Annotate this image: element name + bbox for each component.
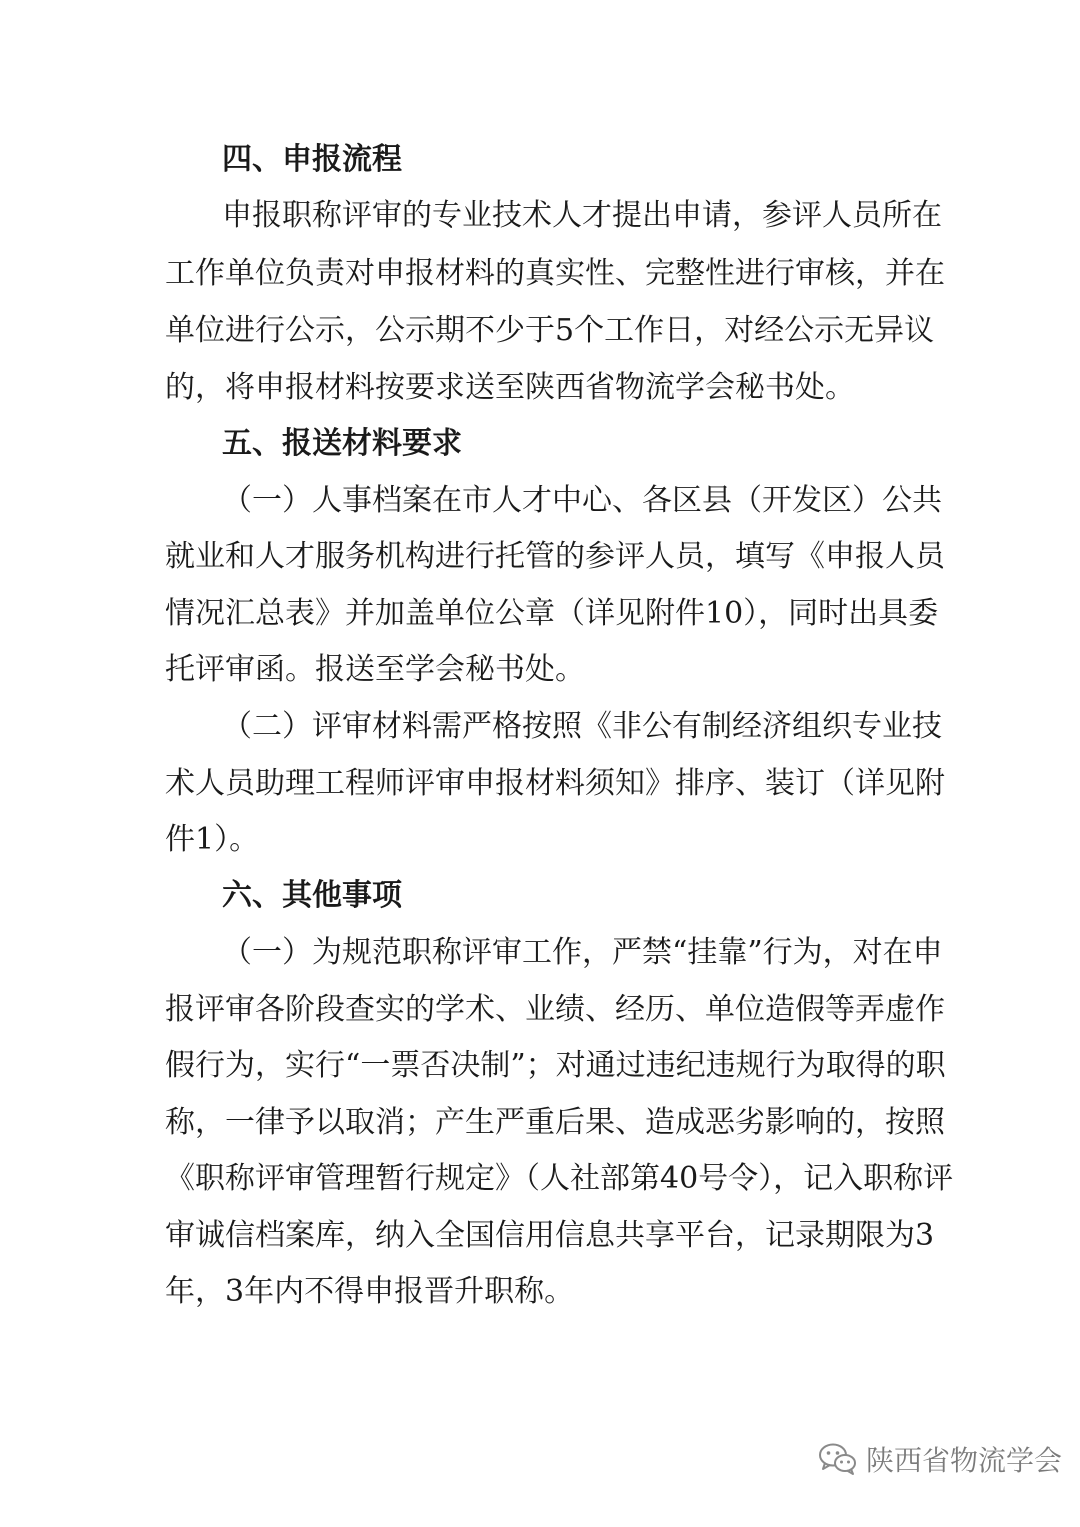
paragraph-line: 报评审各阶段查实的学术、业绩、经历、单位造假等弄虚作 xyxy=(165,992,945,1027)
paragraph-line: 术人员助理工程师评审申报材料须知》排序、装订（详见附 xyxy=(165,766,945,801)
wechat-icon xyxy=(818,1442,858,1476)
watermark-label: 陕西省物流学会 xyxy=(866,1444,1063,1477)
section-heading-5: 五、报送材料要求 xyxy=(222,426,462,461)
paragraph-line: （一）为规范职称评审工作，严禁“挂靠”行为，对在申 xyxy=(222,935,943,970)
paragraph-line: 《职称评审管理暂行规定》（人社部第40号令），记入职称评 xyxy=(165,1161,954,1196)
paragraph-line: 年，3年内不得申报晋升职称。 xyxy=(165,1274,575,1309)
paragraph-line: 单位进行公示，公示期不少于5个工作日，对经公示无异议 xyxy=(165,313,935,348)
paragraph-line: 假行为，实行“一票否决制”；对通过违纪违规行为取得的职 xyxy=(165,1048,946,1083)
paragraph-line: 工作单位负责对申报材料的真实性、完整性进行审核，并在 xyxy=(165,256,945,291)
paragraph-line: 托评审函。报送至学会秘书处。 xyxy=(165,652,585,687)
paragraph-line: 就业和人才服务机构进行托管的参评人员，填写《申报人员 xyxy=(165,539,945,574)
paragraph-line: 称，一律予以取消；产生严重后果、造成恶劣影响的，按照 xyxy=(165,1105,945,1140)
paragraph-line: （一）人事档案在市人才中心、各区县（开发区）公共 xyxy=(222,483,942,518)
watermark xyxy=(818,1437,1062,1481)
paragraph-line: 审诚信档案库，纳入全国信用信息共享平台，记录期限为3 xyxy=(165,1218,935,1253)
paragraph-line: 的，将申报材料按要求送至陕西省物流学会秘书处。 xyxy=(165,370,855,405)
paragraph-line: 件1）。 xyxy=(165,822,260,857)
paragraph-line: 情况汇总表》并加盖单位公章（详见附件10），同时出具委 xyxy=(165,596,939,631)
paragraph-line: （二）评审材料需严格按照《非公有制经济组织专业技 xyxy=(222,709,942,744)
paragraph-line: 申报职称评审的专业技术人才提出申请，参评人员所在 xyxy=(222,198,942,233)
section-heading-6: 六、其他事项 xyxy=(222,878,402,913)
section-heading-4: 四、申报流程 xyxy=(222,142,402,177)
